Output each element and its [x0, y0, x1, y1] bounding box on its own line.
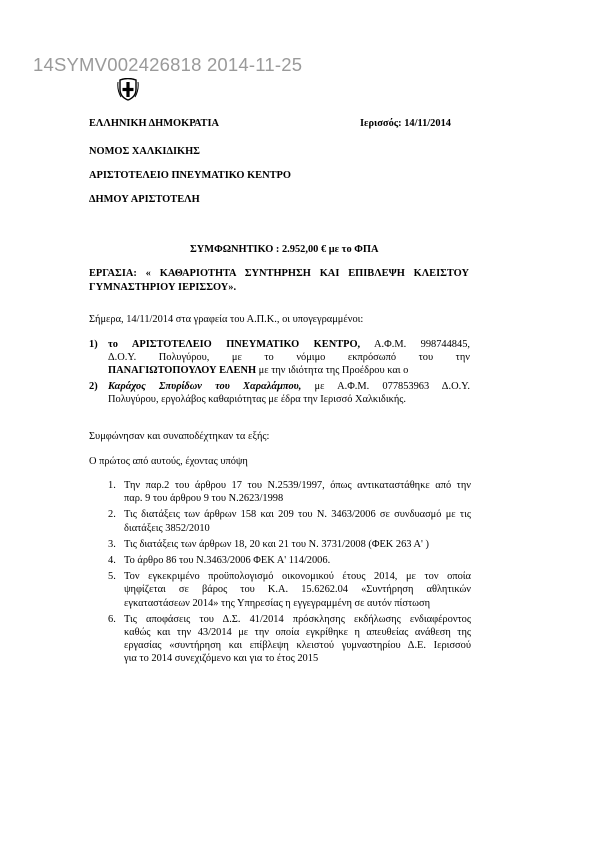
consideration-item	[108, 479, 471, 505]
item-line: ψηφίζεται σε βάρος του Κ.Α. 15.6262.04 «Συντήρηση αθλητικών	[124, 584, 471, 596]
party-line	[108, 380, 470, 393]
header-prefecture: ΝΟΜΟΣ ΧΑΛΚΙΔΙΚΗΣ	[89, 146, 200, 157]
registry-stamp: 14SYMV002426818 2014-11-25	[33, 54, 303, 75]
item-number: 3.	[108, 538, 116, 550]
considerations-list	[108, 479, 471, 666]
item-number: 2.	[108, 509, 116, 521]
item-number: 1.	[108, 480, 116, 491]
item-number: 4.	[108, 555, 116, 567]
party-name: το ΑΡΙΣΤΟΤΕΛΕΙΟ ΠΝΕΥΜΑΤΙΚΟ ΚΕΝΤΡΟ,	[108, 339, 361, 350]
consideration-item	[108, 570, 471, 610]
item-line: Τον εγκεκριμένο προϋπολογισμό οικονομικού έτους 2014, με τον οποία	[124, 571, 471, 583]
work-title-line: ΕΡΓΑΣΙΑ: « ΚΑΘΑΡΙΟΤΗΤΑ ΣΥΝΤΗΡΗΣΗ ΚΑΙ ΕΠΙΒΛΕΨΗ ΚΛΕΙΣΤΟΥ	[89, 268, 469, 279]
item-line: διατάξεις 3852/2010	[124, 522, 210, 534]
considerations-intro: Ο πρώτος από αυτούς, έχοντας υπόψη	[89, 456, 248, 467]
consideration-item	[108, 508, 471, 534]
parties-list	[89, 338, 470, 410]
party-line: Δ.Ο.Υ. Πολυγύρου, με το νόμιμο εκπρόσωπό του την	[108, 352, 470, 364]
intro-paragraph: Σήμερα, 14/11/2014 στα γραφεία του Α.Π.Κ., οι υπογεγραμμένοι:	[89, 314, 364, 325]
item-line: παρ. 9 του άρθρου 9 του Ν.2623/1998	[124, 493, 284, 505]
header-organization: ΑΡΙΣΤΟΤΕΛΕΙΟ ΠΝΕΥΜΑΤΙΚΟ ΚΕΝΤΡΟ	[89, 170, 291, 181]
consideration-item	[108, 554, 471, 567]
header-country: ΕΛΛΗΝΙΚΗ ΔΗΜΟΚΡΑΤΙΑ	[89, 118, 220, 129]
party-number: 1)	[89, 339, 98, 350]
party-line: Πολυγύρου, εργολάβος καθαριότητας με έδρα την Ιερισσό Χαλκιδικής.	[108, 393, 407, 405]
item-line: Τις αποφάσεις του Δ.Σ. 41/2014 πρόσκλησης εκδήλωσης ενδιαφέροντος	[124, 613, 471, 625]
item-number: 6.	[108, 613, 116, 625]
representative-name: ΠΑΝΑΓΙΩΤΟΠΟΥΛΟΥ ΕΛΕΝΗ	[108, 365, 257, 377]
party-item	[89, 380, 470, 406]
item-line: εργασίας «συντήρηση και επίβλεψη κλειστού γυμναστηρίου Δ.Ε. Ιερισσού	[124, 640, 471, 652]
item-line: Το άρθρο 86 του Ν.3463/2006 ΦΕΚ Α' 114/2006.	[124, 555, 331, 567]
item-line: καθώς και την 43/2014 με την οποία εγκρίθηκε η απευθείας ανάθεση της	[124, 627, 471, 639]
work-title-line: ΓΥΜΝΑΣΤΗΡΙΟΥ ΙΕΡΙΣΣΟΥ».	[89, 282, 237, 293]
item-line: Την παρ.2 του άρθρου 17 του Ν.2539/1997, όπως αντικαταστάθηκε από την	[124, 480, 471, 491]
item-line: για το 2014 συνεχιζόμενο και για το έτος 2015	[124, 653, 319, 665]
party-item	[89, 338, 470, 378]
consideration-item	[108, 613, 471, 666]
header-place-date: Ιερισσός: 14/11/2014	[360, 118, 451, 129]
party-line	[108, 338, 470, 351]
party-detail: με την ιδιότητα της Προέδρου και ο	[256, 365, 409, 377]
document-title: ΣΥΜΦΩΝΗΤΙΚΟ : 2.952,00 € με το ΦΠΑ	[190, 244, 379, 255]
item-line: εγκαταστάσεων 2014» της Υπηρεσίας η εγγεγραμμένη σε αυτόν πίστωση	[124, 597, 431, 609]
party-detail: Α.Φ.Μ. 998744845,	[360, 339, 470, 350]
item-line: Τις διατάξεις των άρθρων 18, 20 και 21 του Ν. 3731/2008 (ΦΕΚ 263 Α' )	[124, 538, 429, 550]
party-detail: με Α.Φ.Μ. 077853963 Δ.Ο.Υ.	[301, 380, 470, 392]
agreement-statement: Συμφώνησαν και συναποδέχτηκαν τα εξής:	[89, 431, 270, 442]
consideration-item	[108, 538, 471, 551]
work-title	[89, 267, 469, 295]
party-line	[108, 364, 470, 377]
header-municipality: ΔΗΜΟΥ ΑΡΙΣΤΟΤΕΛΗ	[89, 194, 200, 205]
item-number: 5.	[108, 571, 116, 583]
party-number: 2)	[89, 380, 98, 392]
item-line: Τις διατάξεις των άρθρων 158 και 209 του Ν. 3463/2006 σε συνδυασμό με τις	[124, 509, 471, 521]
greek-coat-of-arms-icon	[117, 78, 139, 101]
party-name: Καράχος Σπυρίδων του Χαραλάμπου,	[108, 380, 302, 392]
